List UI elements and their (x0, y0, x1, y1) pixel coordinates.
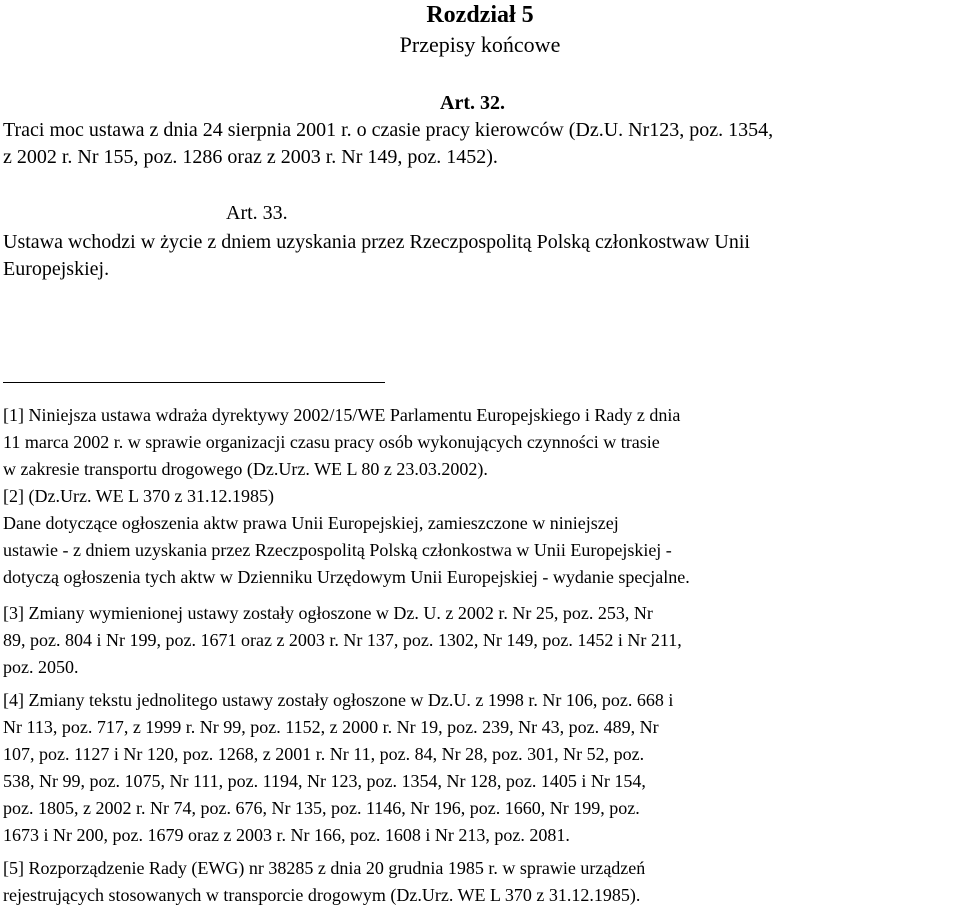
footnote-2 (3, 483, 955, 510)
chapter-title: Przepisy końcowe (399, 32, 561, 57)
footnote-5-ref: [5] (3, 858, 24, 878)
footnote-5 (3, 855, 955, 909)
footnote-1-line: w zakresie transportu drogowego (Dz.Urz. WE L 80 z 23.03.2002). (3, 459, 488, 479)
footnote-2-line: ustawie - z dniem uzyskania przez Rzeczpospolitą Polską członkostwa w Unii Europejskiej - (3, 540, 672, 560)
footnote-3-line: Zmiany wymienionej ustawy zostały ogłoszone w Dz. U. z 2002 r. Nr 25, poz. 253, Nr (28, 603, 653, 623)
article-32-line: z 2002 r. Nr 155, poz. 1286 oraz z 2003 r. Nr 149, poz. 1452). (3, 146, 498, 168)
footnote-4-ref: [4] (3, 690, 24, 710)
footnote-5-line: rejestrujących stosowanych w transporcie drogowym (Dz.Urz. WE L 370 z 31.12.1985). (3, 885, 641, 905)
article-33-text (3, 229, 955, 283)
footnote-2-line: dotyczą ogłoszenia tych aktw w Dzienniku Urzędowym Unii Europejskiej - wydanie specjalne. (3, 567, 690, 587)
chapter-number: Rozdział 5 (426, 2, 534, 28)
footnote-3-ref: [3] (3, 603, 24, 623)
article-33-line: Ustawa wchodzi w życie z dniem uzyskania przez Rzeczpospolitą Polską członkostwaw Unii (3, 231, 750, 253)
footnote-4-line: 1673 i Nr 200, poz. 1679 oraz z 2003 r. Nr 166, poz. 1608 i Nr 213, poz. 2081. (3, 825, 570, 845)
footnote-4-line: 107, poz. 1127 i Nr 120, poz. 1268, z 2001 r. Nr 11, poz. 84, Nr 28, poz. 301, Nr 52, poz. (3, 744, 645, 764)
footnote-4-line: poz. 1805, z 2002 r. Nr 74, poz. 676, Nr 135, poz. 1146, Nr 196, poz. 1660, Nr 199, poz. (3, 798, 640, 818)
footnote-2-ref: [2] (3, 486, 24, 506)
footnote-4-line: 538, Nr 99, poz. 1075, Nr 111, poz. 1194, Nr 123, poz. 1354, Nr 128, poz. 1405 i Nr 154, (3, 771, 646, 791)
article-32-line: Traci moc ustawa z dnia 24 sierpnia 2001 r. o czasie pracy kierowców (Dz.U. Nr123, poz. 1354, (3, 119, 774, 141)
article-33-line: Europejskiej. (3, 258, 110, 280)
footnote-2-first: (Dz.Urz. WE L 370 z 31.12.1985) (28, 486, 274, 506)
footnote-1 (3, 402, 955, 483)
footnote-4-line: Zmiany tekstu jednolitego ustawy zostały ogłoszone w Dz.U. z 1998 r. Nr 106, poz. 668 i (28, 690, 674, 710)
footnote-4-line: Nr 113, poz. 717, z 1999 r. Nr 99, poz. 1152, z 2000 r. Nr 19, poz. 239, Nr 43, poz. 489, Nr (3, 717, 659, 737)
footnote-1-line: 11 marca 2002 r. w sprawie organizacji czasu pracy osób wykonujących czynności w trasie (3, 432, 660, 452)
footnote-4 (3, 687, 955, 849)
footnote-2-body (3, 510, 955, 591)
footnote-separator (3, 382, 385, 383)
footnote-2-line: Dane dotyczące ogłoszenia aktw prawa Unii Europejskiej, zamieszczone w niniejszej (3, 513, 619, 533)
footnote-3 (3, 600, 955, 681)
article-32-heading: Art. 32. (440, 92, 505, 114)
footnote-5-line: Rozporządzenie Rady (EWG) nr 38285 z dnia 20 grudnia 1985 r. w sprawie urządzeń (28, 858, 646, 878)
article-32-text (3, 117, 955, 171)
footnote-3-line: poz. 2050. (3, 657, 79, 677)
article-33-heading: Art. 33. (226, 202, 288, 224)
footnote-3-line: 89, poz. 804 i Nr 199, poz. 1671 oraz z 2003 r. Nr 137, poz. 1302, Nr 149, poz. 1452 i Nr 211, (3, 630, 682, 650)
footnote-1-line: Niniejsza ustawa wdraża dyrektywy 2002/15/WE Parlamentu Europejskiego i Rady z dnia (28, 405, 681, 425)
footnote-1-ref: [1] (3, 405, 24, 425)
